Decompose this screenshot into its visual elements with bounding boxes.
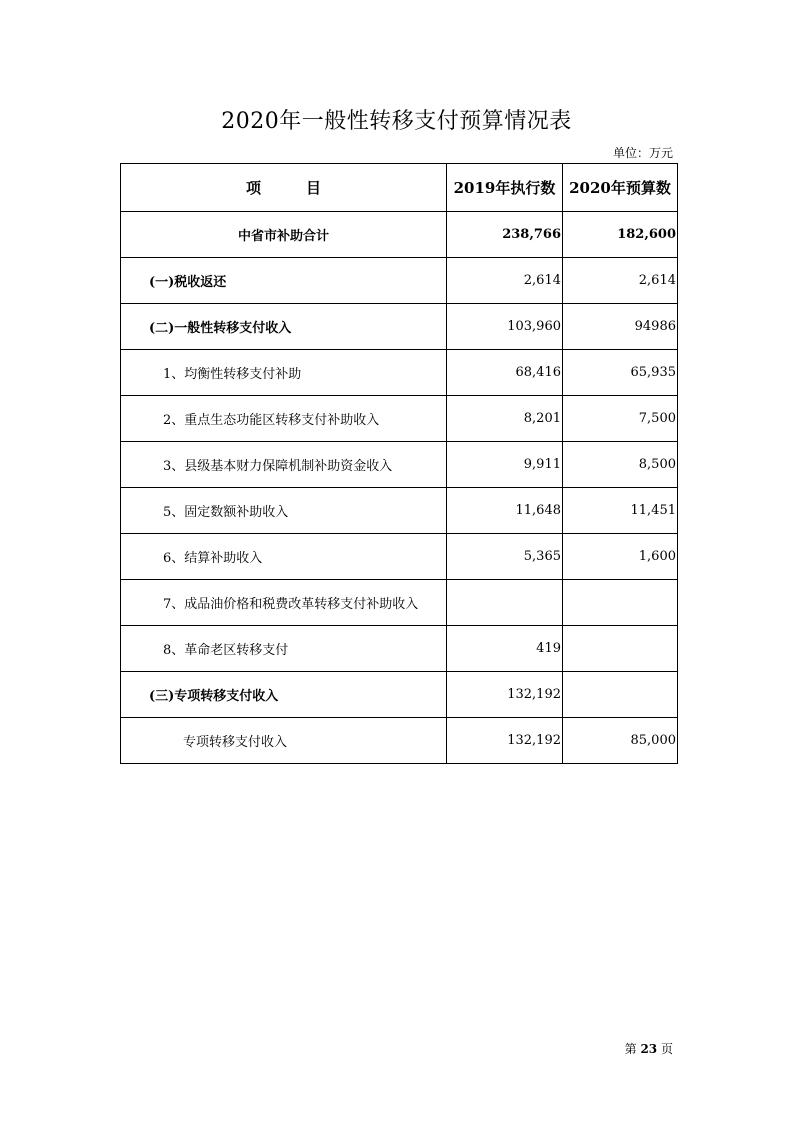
header-2019: 2019年执行数 (447, 164, 563, 212)
row-item-cell: (三)专项转移支付收入 (121, 672, 447, 718)
budget-table (120, 163, 678, 764)
row-2019-cell: 5,365 (447, 534, 563, 580)
row-2019-cell (447, 580, 563, 626)
row-item-cell: 6、结算补助收入 (121, 534, 447, 580)
row-2020-cell (563, 672, 678, 718)
row-2019-cell: 2,614 (447, 258, 563, 304)
row-2019-cell: 103,960 (447, 304, 563, 350)
row-2020-cell: 2,614 (563, 258, 678, 304)
row-item-cell: 2、重点生态功能区转移支付补助收入 (121, 396, 447, 442)
row-2020-cell (563, 626, 678, 672)
page-footer (625, 1040, 673, 1057)
row-item-cell: 专项转移支付收入 (121, 718, 447, 764)
row-item-cell: 中省市补助合计 (121, 212, 447, 258)
footer-prefix: 第 (624, 1042, 637, 1056)
table-row (121, 212, 678, 258)
row-2019-cell: 8,201 (447, 396, 563, 442)
table-row (121, 626, 678, 672)
header-2020: 2020年预算数 (563, 164, 678, 212)
row-2019-cell: 132,192 (447, 672, 563, 718)
row-2019-cell: 9,911 (447, 442, 563, 488)
table-row (121, 304, 678, 350)
table-row (121, 534, 678, 580)
row-2020-cell: 11,451 (563, 488, 678, 534)
row-item-cell: 7、成品油价格和税费改革转移支付补助收入 (121, 580, 447, 626)
table-row (121, 258, 678, 304)
row-2020-cell: 8,500 (563, 442, 678, 488)
row-item-cell: 5、固定数额补助收入 (121, 488, 447, 534)
row-2020-cell: 182,600 (563, 212, 678, 258)
row-2020-cell: 94986 (563, 304, 678, 350)
table-row (121, 396, 678, 442)
row-item-cell: (一)税收返还 (121, 258, 447, 304)
row-item-cell: 1、均衡性转移支付补助 (121, 350, 447, 396)
row-item-cell: 3、县级基本财力保障机制补助资金收入 (121, 442, 447, 488)
row-2019-cell: 419 (447, 626, 563, 672)
footer-suffix: 页 (660, 1042, 673, 1056)
row-2019-cell: 132,192 (447, 718, 563, 764)
page-title: 2020年一般性转移支付预算情况表 (221, 109, 572, 134)
row-2019-cell: 238,766 (447, 212, 563, 258)
row-2020-cell: 1,600 (563, 534, 678, 580)
table-header-row (121, 164, 678, 212)
table-row (121, 442, 678, 488)
row-2020-cell: 65,935 (563, 350, 678, 396)
row-item-cell: 8、革命老区转移支付 (121, 626, 447, 672)
page-number: 23 (640, 1042, 658, 1056)
row-2019-cell: 11,648 (447, 488, 563, 534)
table-row (121, 580, 678, 626)
row-2020-cell: 7,500 (563, 396, 678, 442)
table-body (121, 212, 678, 764)
row-2020-cell (563, 580, 678, 626)
header-item: 项 目 (121, 164, 447, 212)
table-row (121, 350, 678, 396)
unit-label: 单位：万元 (612, 146, 673, 160)
row-item-cell: (二)一般性转移支付收入 (121, 304, 447, 350)
table-row (121, 488, 678, 534)
table-row (121, 672, 678, 718)
table-row (121, 718, 678, 764)
row-2019-cell: 68,416 (447, 350, 563, 396)
row-2020-cell: 85,000 (563, 718, 678, 764)
